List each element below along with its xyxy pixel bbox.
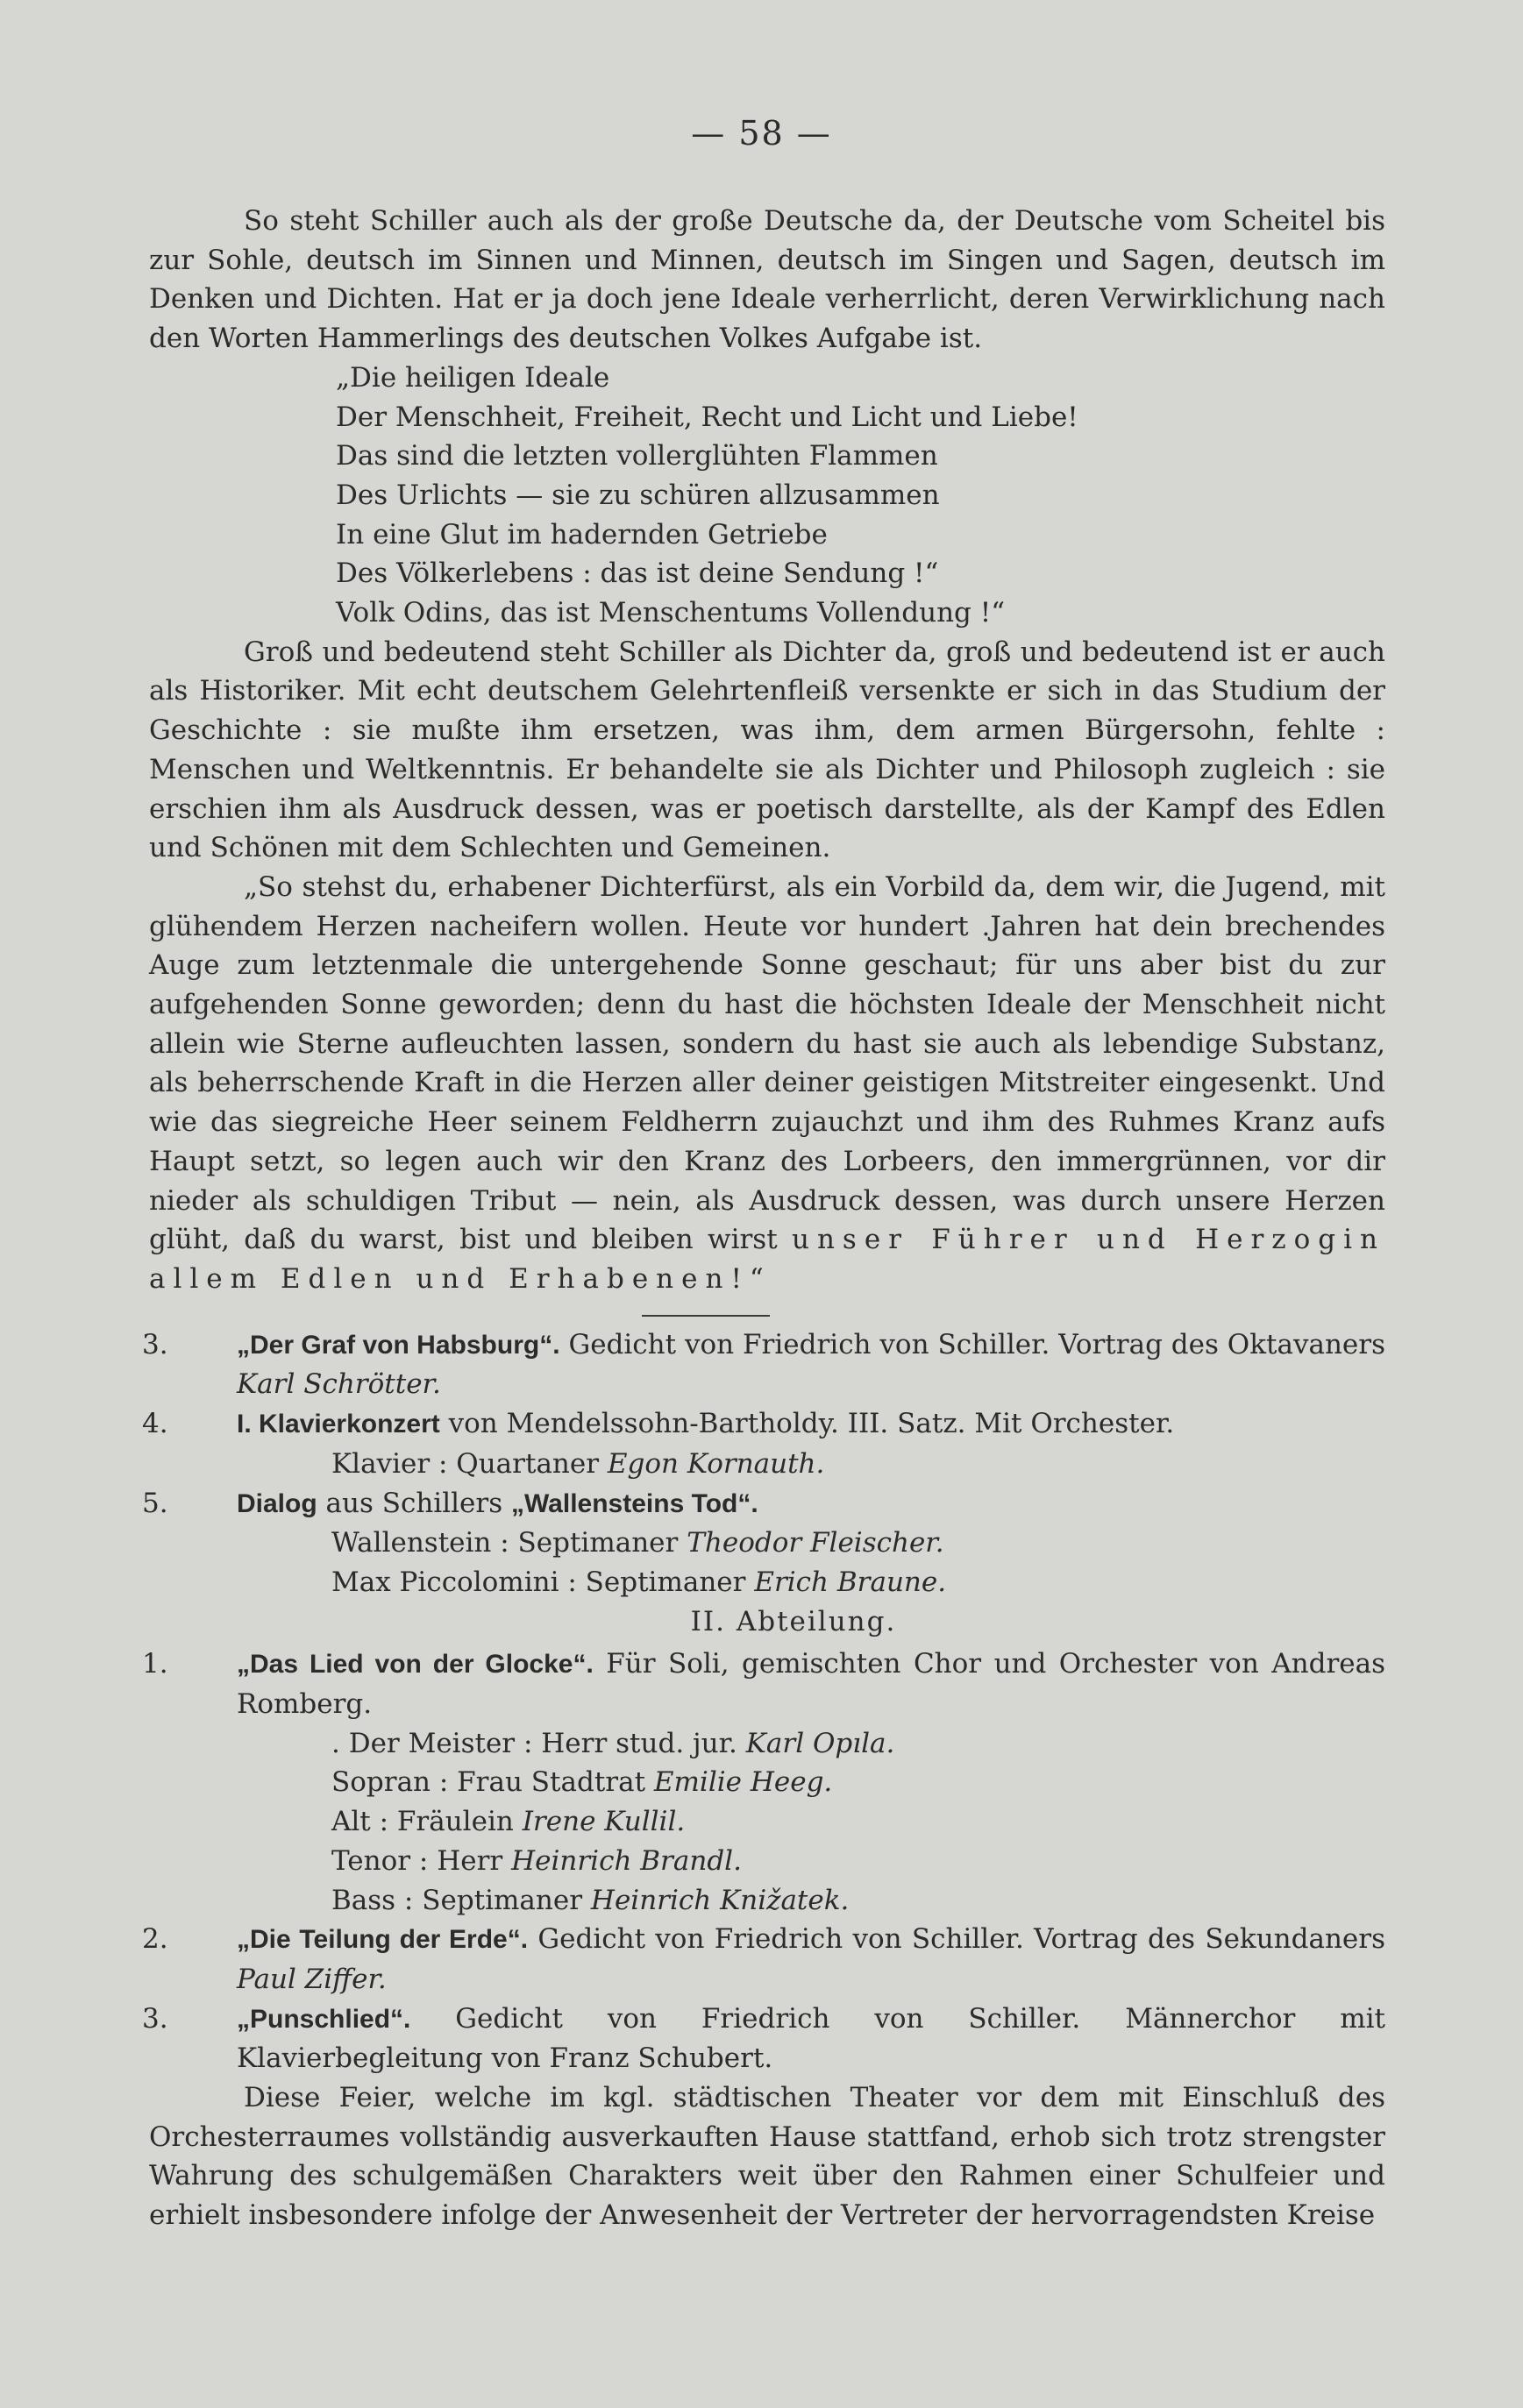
performer-line — [149, 1881, 1385, 1921]
poem-line: Des Urlichts — sie zu schüren allzusammen — [336, 479, 940, 511]
performer-label: . Der Meister : Herr stud. jur. — [331, 1727, 737, 1759]
performer-line — [149, 1445, 1385, 1484]
item-title: „Punschlied“. — [237, 2004, 411, 2034]
performer-label: Tenor : Herr — [331, 1844, 503, 1877]
item-description: aus Schillers — [325, 1487, 503, 1519]
item-description: Gedicht von Friedrich von Schiller. Männerchor mit Klavierbegleitung von Franz Schubert. — [237, 2002, 1386, 2075]
closing-paragraph: Diese Feier, welche im kgl. städtischen Theater vor dem mit Einschluß des Orchesterraumes vollständig ausverkauften Hause stattfand, erhob sich trotz strengster Wahrung des schulgemäßen Charakters weit über den Rahmen einer Schulfeier und erhielt insbesondere infolge der Anwesenheit der Vertreter der hervorragendsten Kreise — [149, 2082, 1385, 2232]
item-title: „Das Lied von der Glocke“. — [237, 1650, 594, 1680]
item-title: Dialog — [237, 1488, 317, 1518]
paragraph-historian: Groß und bedeutend steht Schiller als Dichter da, groß und bedeutend ist er auch als Historiker. Mit echt deutschem Gelehrtenfleiß versenkte er sich in das Studium der Geschichte : sie mußte ihm ersetzen, was ihm, dem armen Bürgersohn, fehlte : Menschen und Weltkenntnis. Er behandelte sie als Dichter und Philosoph zugleich : sie erschien ihm als Ausdruck dessen, was er poetisch darstellte, als der Kampf des Edlen und Schönen mit dem Schlechten und Gemeinen. — [149, 636, 1385, 864]
item-number: 5. — [142, 1487, 168, 1519]
program-item — [142, 2000, 1386, 2078]
performer-line — [149, 1802, 1385, 1842]
program-item — [142, 1325, 1385, 1404]
program-part-1 — [142, 1325, 1385, 1602]
item-title: „Der Graf von Habsburg“. — [237, 1330, 560, 1360]
performer-name: Karl Opıla. — [745, 1727, 895, 1759]
poem-line: Des Völkerlebens : das ist deine Sendung !“ — [336, 558, 939, 590]
item-title: I. Klavierkonzert — [237, 1410, 440, 1439]
performer-line — [149, 1842, 1385, 1881]
performer-name: Emilie Heeg. — [653, 1766, 833, 1799]
item-description: Gedicht von Friedrich von Schiller. Vortrag des Sekundaners — [537, 1923, 1386, 1956]
item-description: Gedicht von Friedrich von Schiller. Vortrag des Oktavaners — [568, 1328, 1385, 1360]
performer-name: Theodor Fleischer. — [687, 1527, 944, 1559]
item-number: 1. — [142, 1648, 168, 1680]
item-number: 4. — [142, 1408, 168, 1440]
performer-label: Wallenstein : Septimaner — [331, 1527, 679, 1559]
speech-spaced-ending: unser Führer und Herzogin allem Edlen und Erhabenen!“ — [149, 1224, 1385, 1295]
performer-name: Erich Braune. — [754, 1566, 947, 1598]
program-item — [142, 1484, 1385, 1524]
page-number: — 58 — — [691, 114, 832, 153]
performer-line — [149, 1563, 1385, 1602]
section-heading: II. Abteilung. — [690, 1605, 897, 1637]
program-item — [142, 1644, 1385, 1723]
item-description: von Mendelssohn-Bartholdy. III. Satz. Mit Orchester. — [448, 1408, 1175, 1440]
paragraph-speech — [149, 868, 1385, 1299]
item-title: „Die Teilung der Erde“. — [237, 1925, 529, 1955]
performer-line — [149, 1724, 1385, 1764]
performer-label: Alt : Fräulein — [331, 1806, 514, 1838]
performer-label: Sopran : Frau Stadtrat — [331, 1766, 646, 1799]
intro-paragraph: So steht Schiller auch als der große Deutsche da, der Deutsche vom Scheitel bis zur Sohle, deutsch im Sinnen und Minnen, deutsch im Singen und Sagen, deutsch im Denken und Dichten. Hat er ja doch jene Ideale verherrlicht, deren Verwirklichung nach den Worten Hammerlings des deutschen Volkes Aufgabe ist. — [149, 205, 1385, 355]
item-description: Für Soli, gemischten Chor und Orchester von Andreas Romberg. — [237, 1648, 1385, 1721]
item-number: 3. — [142, 1328, 168, 1360]
performer-line — [149, 1524, 1385, 1563]
performer-name: Paul Ziffer. — [237, 1963, 387, 1995]
separator-rule — [642, 1315, 770, 1317]
poem-line: „Die heiligen Ideale — [336, 361, 610, 394]
item-number: 3. — [142, 2002, 168, 2035]
performer-name: Irene Kullil. — [522, 1806, 686, 1838]
program-part-2 — [142, 1644, 1386, 2078]
item-title-secondary: „Wallensteins Tod“. — [510, 1488, 758, 1518]
poem-line: Volk Odins, das ist Menschentums Vollendung !“ — [336, 597, 1006, 629]
program-item — [142, 1920, 1386, 1999]
performer-name: Heinrich Brandl. — [511, 1844, 742, 1877]
poem-line: Der Menschheit, Freiheit, Recht und Licht und Liebe! — [336, 401, 1078, 433]
speech-text: „So stehst du, erhabener Dichterfürst, als ein Vorbild da, dem wir, die Jugend, mit glühendem Herzen nacheifern wollen. Heute vor hundert .Jahren hat dein brechendes Auge zum letztenmale die untergehende Sonne geschaut; für uns aber bist du zur aufgehenden Sonne geworden; denn du hast die höchsten Ideale der Menschheit nicht allein wie Sterne aufleuchten lassen, sondern du hast sie auch als lebendige Substanz, als beherrschende Kraft in die Herzen aller deiner geistigen Mitstreiter eingesenkt. Und wie das siegreiche Heer seinem Feldherrn zujauchzt und ihm des Ruhmes Kranz aufs Haupt setzt, so legen auch wir den Kranz des Lorbeers, den immergrünnen, vor dir nieder als schuldigen Tribut — nein, als Ausdruck dessen, was durch unsere Herzen glüht, daß du warst, bist und bleiben wirst — [149, 870, 1385, 1256]
item-number: 2. — [142, 1923, 168, 1956]
performer-name: Heinrich Knižatek. — [590, 1884, 850, 1916]
performer-name: Egon Kornauth. — [607, 1447, 825, 1480]
performer-label: Max Piccolomini : Septimaner — [331, 1566, 746, 1598]
body-text — [142, 202, 1386, 2235]
performer-label: Klavier : Quartaner — [331, 1447, 600, 1480]
poem-line: Das sind die letzten vollerglühten Flammen — [336, 440, 938, 472]
program-item — [142, 1404, 1385, 1445]
poem-line: In eine Glut im hadernden Getriebe — [336, 518, 828, 551]
performer-label: Bass : Septimaner — [331, 1884, 583, 1916]
poem-quote — [149, 359, 1385, 633]
performer-name: Karl Schrötter. — [237, 1368, 441, 1401]
performer-line — [149, 1763, 1385, 1802]
